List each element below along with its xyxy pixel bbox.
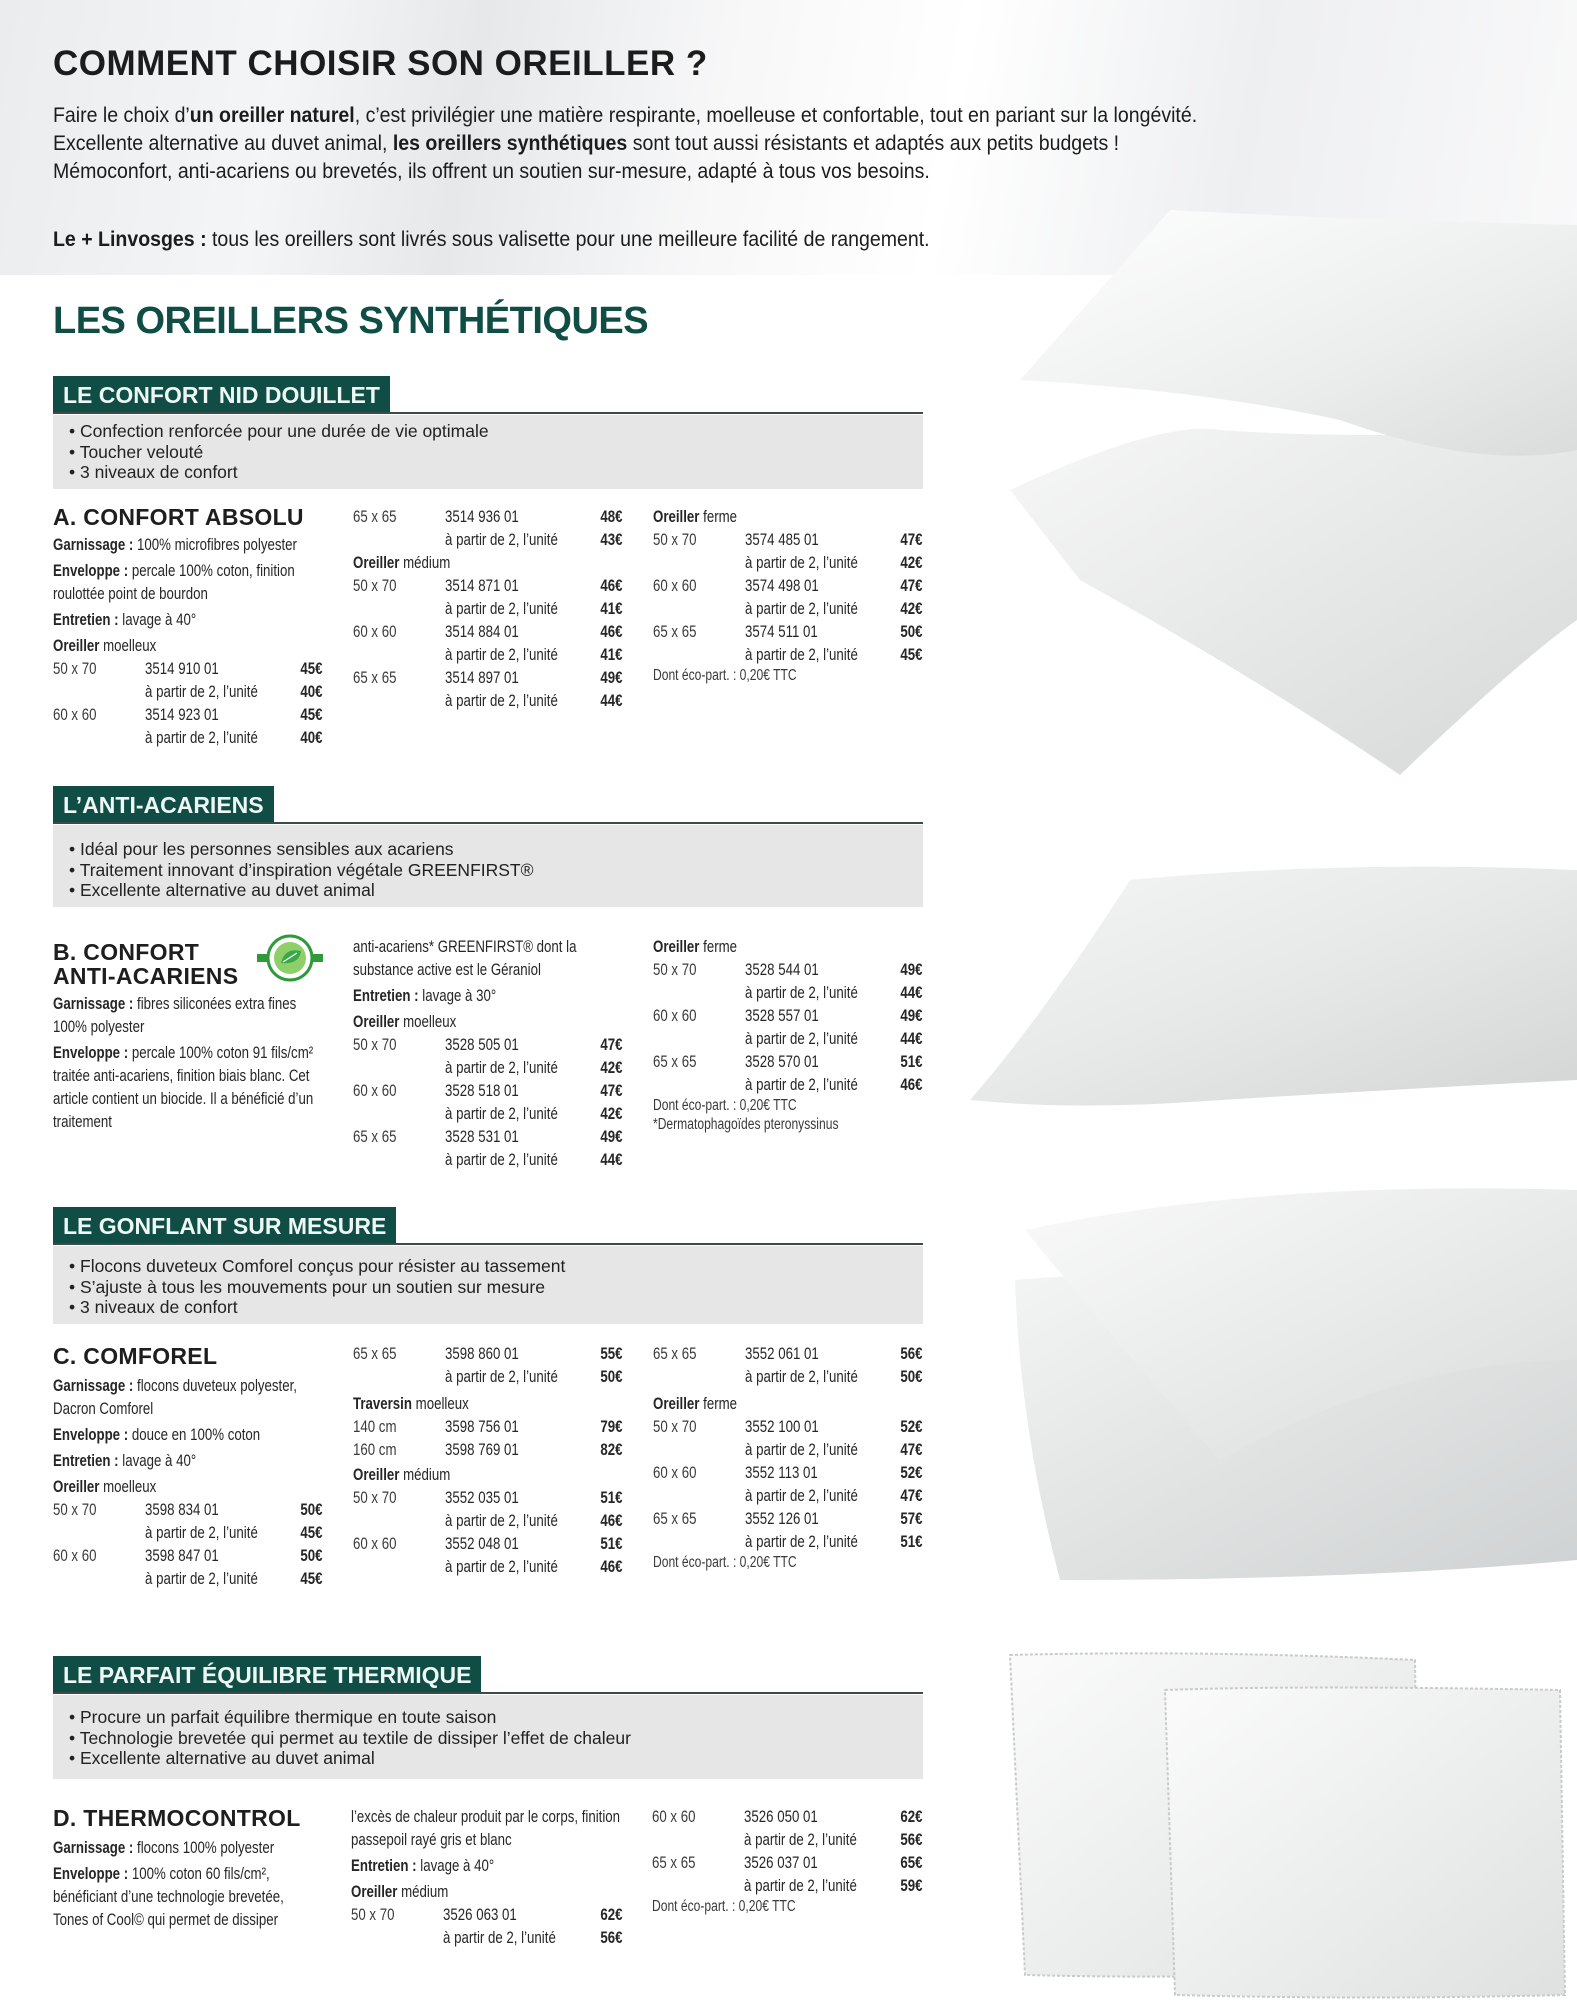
spec-enveloppe: Enveloppe : percale 100% coton, finition roulottée point de bourdon (53, 561, 295, 603)
feature-list (53, 415, 923, 489)
intro-paragraph (53, 102, 1355, 186)
feature-item: • 3 niveaux de confort (69, 462, 905, 483)
price-row: 50 x 70 3528 505 01 47€ (353, 1035, 623, 1054)
product-name: A. CONFORT ABSOLU (53, 504, 304, 530)
intro-line-1: Faire le choix d’un oreiller naturel, c’est privilégier une matière respirante, moelleuse et confortable, tout en pariant sur la longévité. (53, 104, 1198, 127)
eco-participation-note: Dont éco-part. : 0,20€ TTC (653, 1554, 797, 1571)
bulk-price-row: à partir de 2, l’unité 56€ (744, 1830, 923, 1849)
linvosges-plus-note: Le + Linvosges : tous les oreillers sont livrés sous valisette pour une meilleure facilité de rangement. (53, 228, 930, 251)
product-b-prices-middle (353, 935, 623, 1171)
price-row: 50 x 70 3574 485 01 47€ (653, 530, 923, 549)
spec-garnissage: Garnissage : 100% microfibres polyester (53, 535, 297, 554)
feature-item: • Traitement innovant d’inspiration végétale GREENFIRST® (69, 860, 905, 881)
feature-item: • Confection renforcée pour une durée de vie optimale (69, 421, 905, 442)
product-b-prices-right (653, 935, 923, 1134)
feature-list (53, 825, 923, 907)
bulk-price-row: à partir de 2, l’unité 42€ (445, 1104, 623, 1123)
bulk-price-row: à partir de 2, l’unité 44€ (745, 983, 923, 1002)
divider (53, 1692, 923, 1694)
bulk-price-row: à partir de 2, l’unité 47€ (745, 1486, 923, 1505)
group-label: Oreiller moelleux (353, 1012, 457, 1031)
greenfirst-badge-icon (255, 933, 325, 983)
section-header-gonflant-sur-mesure (53, 1207, 923, 1324)
group-label: Oreiller moelleux (53, 636, 157, 655)
price-row: 60 x 60 3514 884 01 46€ (353, 622, 623, 641)
bulk-price-row: à partir de 2, l’unité 41€ (445, 599, 623, 618)
product-name: D. THERMOCONTROL (53, 1805, 301, 1831)
bulk-price-row: à partir de 2, l’unité 42€ (745, 599, 923, 618)
product-name: C. COMFOREL (53, 1343, 218, 1369)
product-c-prices-right (653, 1342, 923, 1572)
bulk-price-row: à partir de 2, l’unité 46€ (445, 1557, 623, 1576)
bulk-price-row: à partir de 2, l’unité 45€ (745, 645, 923, 664)
bulk-price-row: à partir de 2, l’unité 46€ (445, 1511, 623, 1530)
spec-entretien: Entretien : lavage à 40° (53, 1451, 197, 1470)
feature-item: • Technologie brevetée qui permet au textile de dissiper l’effet de chaleur (69, 1728, 905, 1749)
group-label: Oreiller ferme (653, 507, 738, 526)
bulk-price-row: à partir de 2, l’unité 40€ (145, 682, 323, 701)
pillow-photo-anti-acariens (960, 840, 1577, 1140)
spec-entretien: Entretien : lavage à 40° (351, 1856, 495, 1875)
spec-entretien: Entretien : lavage à 30° (353, 986, 497, 1005)
divider (53, 412, 923, 414)
bulk-price-row: à partir de 2, l’unité 44€ (445, 691, 623, 710)
price-row: 60 x 60 3574 498 01 47€ (653, 576, 923, 595)
bulk-price-row: à partir de 2, l’unité 51€ (745, 1532, 923, 1551)
price-row: 50 x 70 3528 544 01 49€ (653, 960, 923, 979)
price-row: 65 x 65 3514 936 01 48€ (353, 507, 623, 526)
feature-item: • Idéal pour les personnes sensibles aux acariens (69, 839, 905, 860)
feature-item: • 3 niveaux de confort (69, 1297, 905, 1318)
bulk-price-row: à partir de 2, l’unité 45€ (145, 1523, 323, 1542)
price-row: 60 x 60 3514 923 01 45€ (53, 705, 323, 724)
footnote: *Dermatophagoïdes pteronyssinus (653, 1116, 839, 1133)
page-title: COMMENT CHOISIR SON OREILLER ? (53, 44, 708, 83)
price-row: 65 x 65 3528 570 01 51€ (653, 1052, 923, 1071)
group-label: Oreiller moelleux (53, 1477, 157, 1496)
price-row: 65 x 65 3574 511 01 50€ (653, 622, 923, 641)
feature-item: • Flocons duveteux Comforel conçus pour résister au tassement (69, 1256, 905, 1277)
pillow-photo-comforel (960, 1170, 1577, 1590)
group-label: Oreiller médium (353, 1465, 451, 1484)
section-tab: LE PARFAIT ÉQUILIBRE THERMIQUE (53, 1656, 481, 1693)
bulk-price-row: à partir de 2, l’unité 47€ (745, 1440, 923, 1459)
spec-enveloppe: Enveloppe : 100% coton 60 fils/cm², bénéficiant d’une technologie brevetée, Tones of Cool© qui permet de dissiper (53, 1864, 284, 1929)
product-d-prices-right (652, 1805, 923, 1916)
divider (53, 822, 923, 824)
bulk-price-row: à partir de 2, l’unité 40€ (145, 728, 323, 747)
price-row: 60 x 60 3528 518 01 47€ (353, 1081, 623, 1100)
feature-list (53, 1695, 923, 1779)
price-row: 160 cm 3598 769 01 82€ (353, 1440, 623, 1459)
price-row: 60 x 60 3598 847 01 50€ (53, 1546, 323, 1565)
section-header-equilibre-thermique (53, 1656, 923, 1779)
section-header-confort-nid-douillet (53, 376, 923, 489)
spec-enveloppe-continued: anti-acariens* GREENFIRST® dont la substance active est le Géraniol (353, 937, 577, 979)
feature-list (53, 1246, 923, 1324)
bulk-price-row: à partir de 2, l’unité 59€ (744, 1876, 923, 1895)
section-title-synthetic-pillows: LES OREILLERS SYNTHÉTIQUES (53, 300, 649, 342)
bulk-price-row: à partir de 2, l’unité 44€ (445, 1150, 623, 1169)
product-a-prices-right (653, 505, 923, 685)
bulk-price-row: à partir de 2, l’unité 43€ (445, 530, 623, 549)
intro-line-2: Excellente alternative au duvet animal, les oreillers synthétiques sont tout aussi résistants et adaptés aux petits budgets ! (53, 132, 1120, 155)
spec-entretien: Entretien : lavage à 40° (53, 610, 197, 629)
section-tab: LE CONFORT NID DOUILLET (53, 376, 390, 413)
feature-item: • Procure un parfait équilibre thermique en toute saison (69, 1707, 905, 1728)
product-d-details (53, 1806, 323, 1934)
price-row: 50 x 70 3514 910 01 45€ (53, 659, 323, 678)
product-name: B. CONFORT ANTI-ACARIENS (53, 939, 239, 989)
bulk-price-row: à partir de 2, l’unité 46€ (745, 1075, 923, 1094)
group-label: Oreiller médium (353, 553, 451, 572)
feature-item: • Excellente alternative au duvet animal (69, 1748, 905, 1769)
feature-item: • Excellente alternative au duvet animal (69, 880, 905, 901)
price-row: 140 cm 3598 756 01 79€ (353, 1417, 623, 1436)
spec-enveloppe: Enveloppe : douce en 100% coton (53, 1425, 261, 1444)
group-label: Traversin moelleux (353, 1394, 469, 1413)
bulk-price-row: à partir de 2, l’unité 56€ (443, 1928, 623, 1947)
section-header-anti-acariens (53, 786, 923, 907)
price-row: 60 x 60 3552 113 01 52€ (653, 1463, 923, 1482)
price-row: 50 x 70 3552 035 01 51€ (353, 1488, 623, 1507)
price-row: 50 x 70 3598 834 01 50€ (53, 1500, 323, 1519)
product-a-details (53, 505, 323, 749)
section-tab: LE GONFLANT SUR MESURE (53, 1207, 396, 1244)
price-row: 65 x 65 3598 860 01 55€ (353, 1344, 623, 1363)
product-c-prices-middle (353, 1342, 623, 1578)
divider (53, 1243, 923, 1245)
spec-garnissage: Garnissage : fibres siliconées extra fines 100% polyester (53, 994, 297, 1036)
product-c-details (53, 1344, 323, 1590)
eco-participation-note: Dont éco-part. : 0,20€ TTC (652, 1898, 796, 1915)
price-row: 50 x 70 3552 100 01 52€ (653, 1417, 923, 1436)
bulk-price-row: à partir de 2, l’unité 42€ (445, 1058, 623, 1077)
group-label: Oreiller ferme (653, 937, 738, 956)
spec-enveloppe-continued: l’excès de chaleur produit par le corps, finition passepoil rayé gris et blanc (351, 1807, 621, 1849)
price-row: 50 x 70 3526 063 01 62€ (351, 1905, 623, 1924)
product-d-prices-middle (351, 1805, 623, 1949)
eco-participation-note: Dont éco-part. : 0,20€ TTC (653, 667, 797, 684)
price-row: 50 x 70 3514 871 01 46€ (353, 576, 623, 595)
price-row: 65 x 65 3552 061 01 56€ (653, 1344, 923, 1363)
price-row: 65 x 65 3552 126 01 57€ (653, 1509, 923, 1528)
bulk-price-row: à partir de 2, l’unité 44€ (745, 1029, 923, 1048)
spec-garnissage: Garnissage : flocons 100% polyester (53, 1838, 275, 1857)
price-row: 65 x 65 3528 531 01 49€ (353, 1127, 623, 1146)
product-a-prices-middle (353, 505, 623, 712)
eco-participation-note: Dont éco-part. : 0,20€ TTC (653, 1097, 797, 1114)
price-row: 60 x 60 3552 048 01 51€ (353, 1534, 623, 1553)
bulk-price-row: à partir de 2, l’unité 50€ (745, 1367, 923, 1386)
price-row: 65 x 65 3526 037 01 65€ (652, 1853, 923, 1872)
feature-item: • Toucher velouté (69, 442, 905, 463)
price-row: 60 x 60 3526 050 01 62€ (652, 1807, 923, 1826)
bulk-price-row: à partir de 2, l’unité 41€ (445, 645, 623, 664)
pillow-photo-thermocontrol (1005, 1650, 1577, 2000)
spec-enveloppe: Enveloppe : percale 100% coton 91 fils/cm² traitée anti-acariens, finition biais blanc. Cet article contient un biocide. Il a bénéficié d’un traitement (53, 1043, 314, 1131)
group-label: Oreiller ferme (653, 1394, 738, 1413)
bulk-price-row: à partir de 2, l’unité 45€ (145, 1569, 323, 1588)
group-label: Oreiller médium (351, 1882, 449, 1901)
spec-garnissage: Garnissage : flocons duveteux polyester, Dacron Comforel (53, 1376, 297, 1418)
bulk-price-row: à partir de 2, l’unité 50€ (445, 1367, 623, 1386)
intro-line-3: Mémoconfort, anti-acariens ou brevetés, ils offrent un soutien sur-mesure, adapté à tous vos besoins. (53, 160, 930, 183)
pillow-photo-confort-absolu (960, 200, 1577, 800)
section-tab: L’ANTI-ACARIENS (53, 786, 274, 823)
price-row: 65 x 65 3514 897 01 49€ (353, 668, 623, 687)
bulk-price-row: à partir de 2, l’unité 42€ (745, 553, 923, 572)
feature-item: • S’ajuste à tous les mouvements pour un soutien sur mesure (69, 1277, 905, 1298)
price-row: 60 x 60 3528 557 01 49€ (653, 1006, 923, 1025)
